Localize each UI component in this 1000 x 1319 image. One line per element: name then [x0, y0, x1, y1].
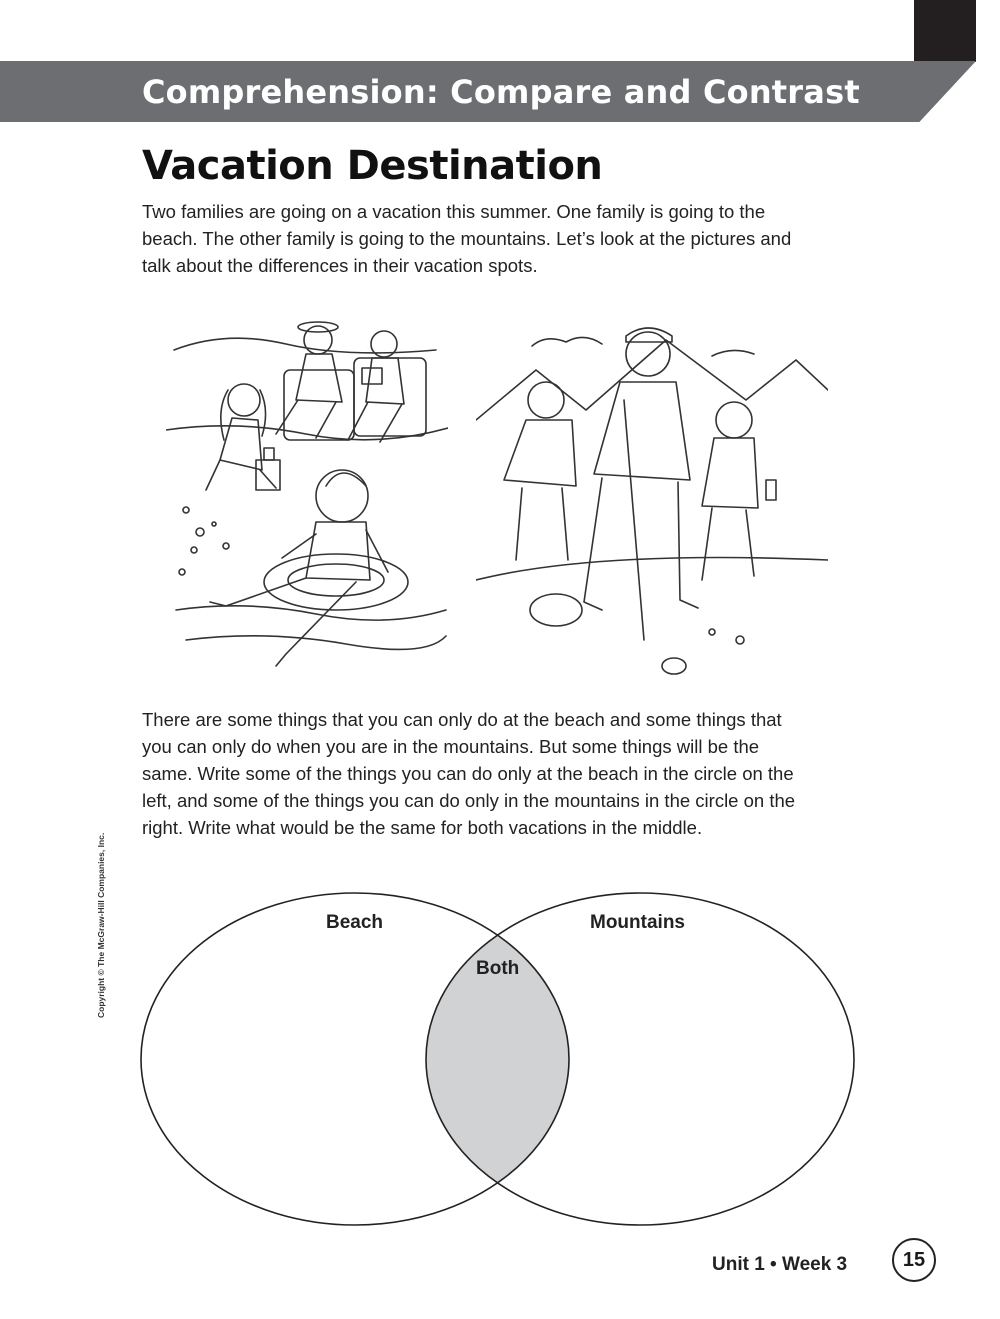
copyright-notice: Copyright © The McGraw-Hill Companies, Inc.: [96, 832, 106, 1018]
venn-label-beach: Beach: [326, 912, 384, 933]
venn-label-both: Both: [476, 958, 520, 979]
venn-overlap-fill: [426, 893, 854, 1225]
unit-week-label: Unit 1 • Week 3: [712, 1254, 848, 1275]
beach-scene-illustration: [166, 310, 448, 680]
instructions-paragraph: There are some things that you can only do at the beach and some things that you can only do when you are in the mountains. But some things will be the same. Write some of the things you can do only at the beach in the circle on the left, and some of the things you can do only in the mountains in the circle on the right. Write what would be the same for both vacations in the middle.: [142, 709, 796, 838]
intro-paragraph: Two families are going on a vacation this summer. One family is going to the beach. The other family is going to the mountains. Let’s look at the pictures and talk about the differences in their vacation spots.: [142, 201, 792, 276]
page-number: 15: [892, 1238, 936, 1282]
corner-tab: [914, 0, 976, 62]
page-title: Vacation Destination: [142, 143, 603, 189]
mountain-hike-illustration: [476, 310, 828, 680]
banner-title: Comprehension: Compare and Contrast: [142, 73, 860, 111]
venn-label-mountains: Mountains: [590, 912, 685, 933]
venn-diagram: [140, 890, 856, 1228]
